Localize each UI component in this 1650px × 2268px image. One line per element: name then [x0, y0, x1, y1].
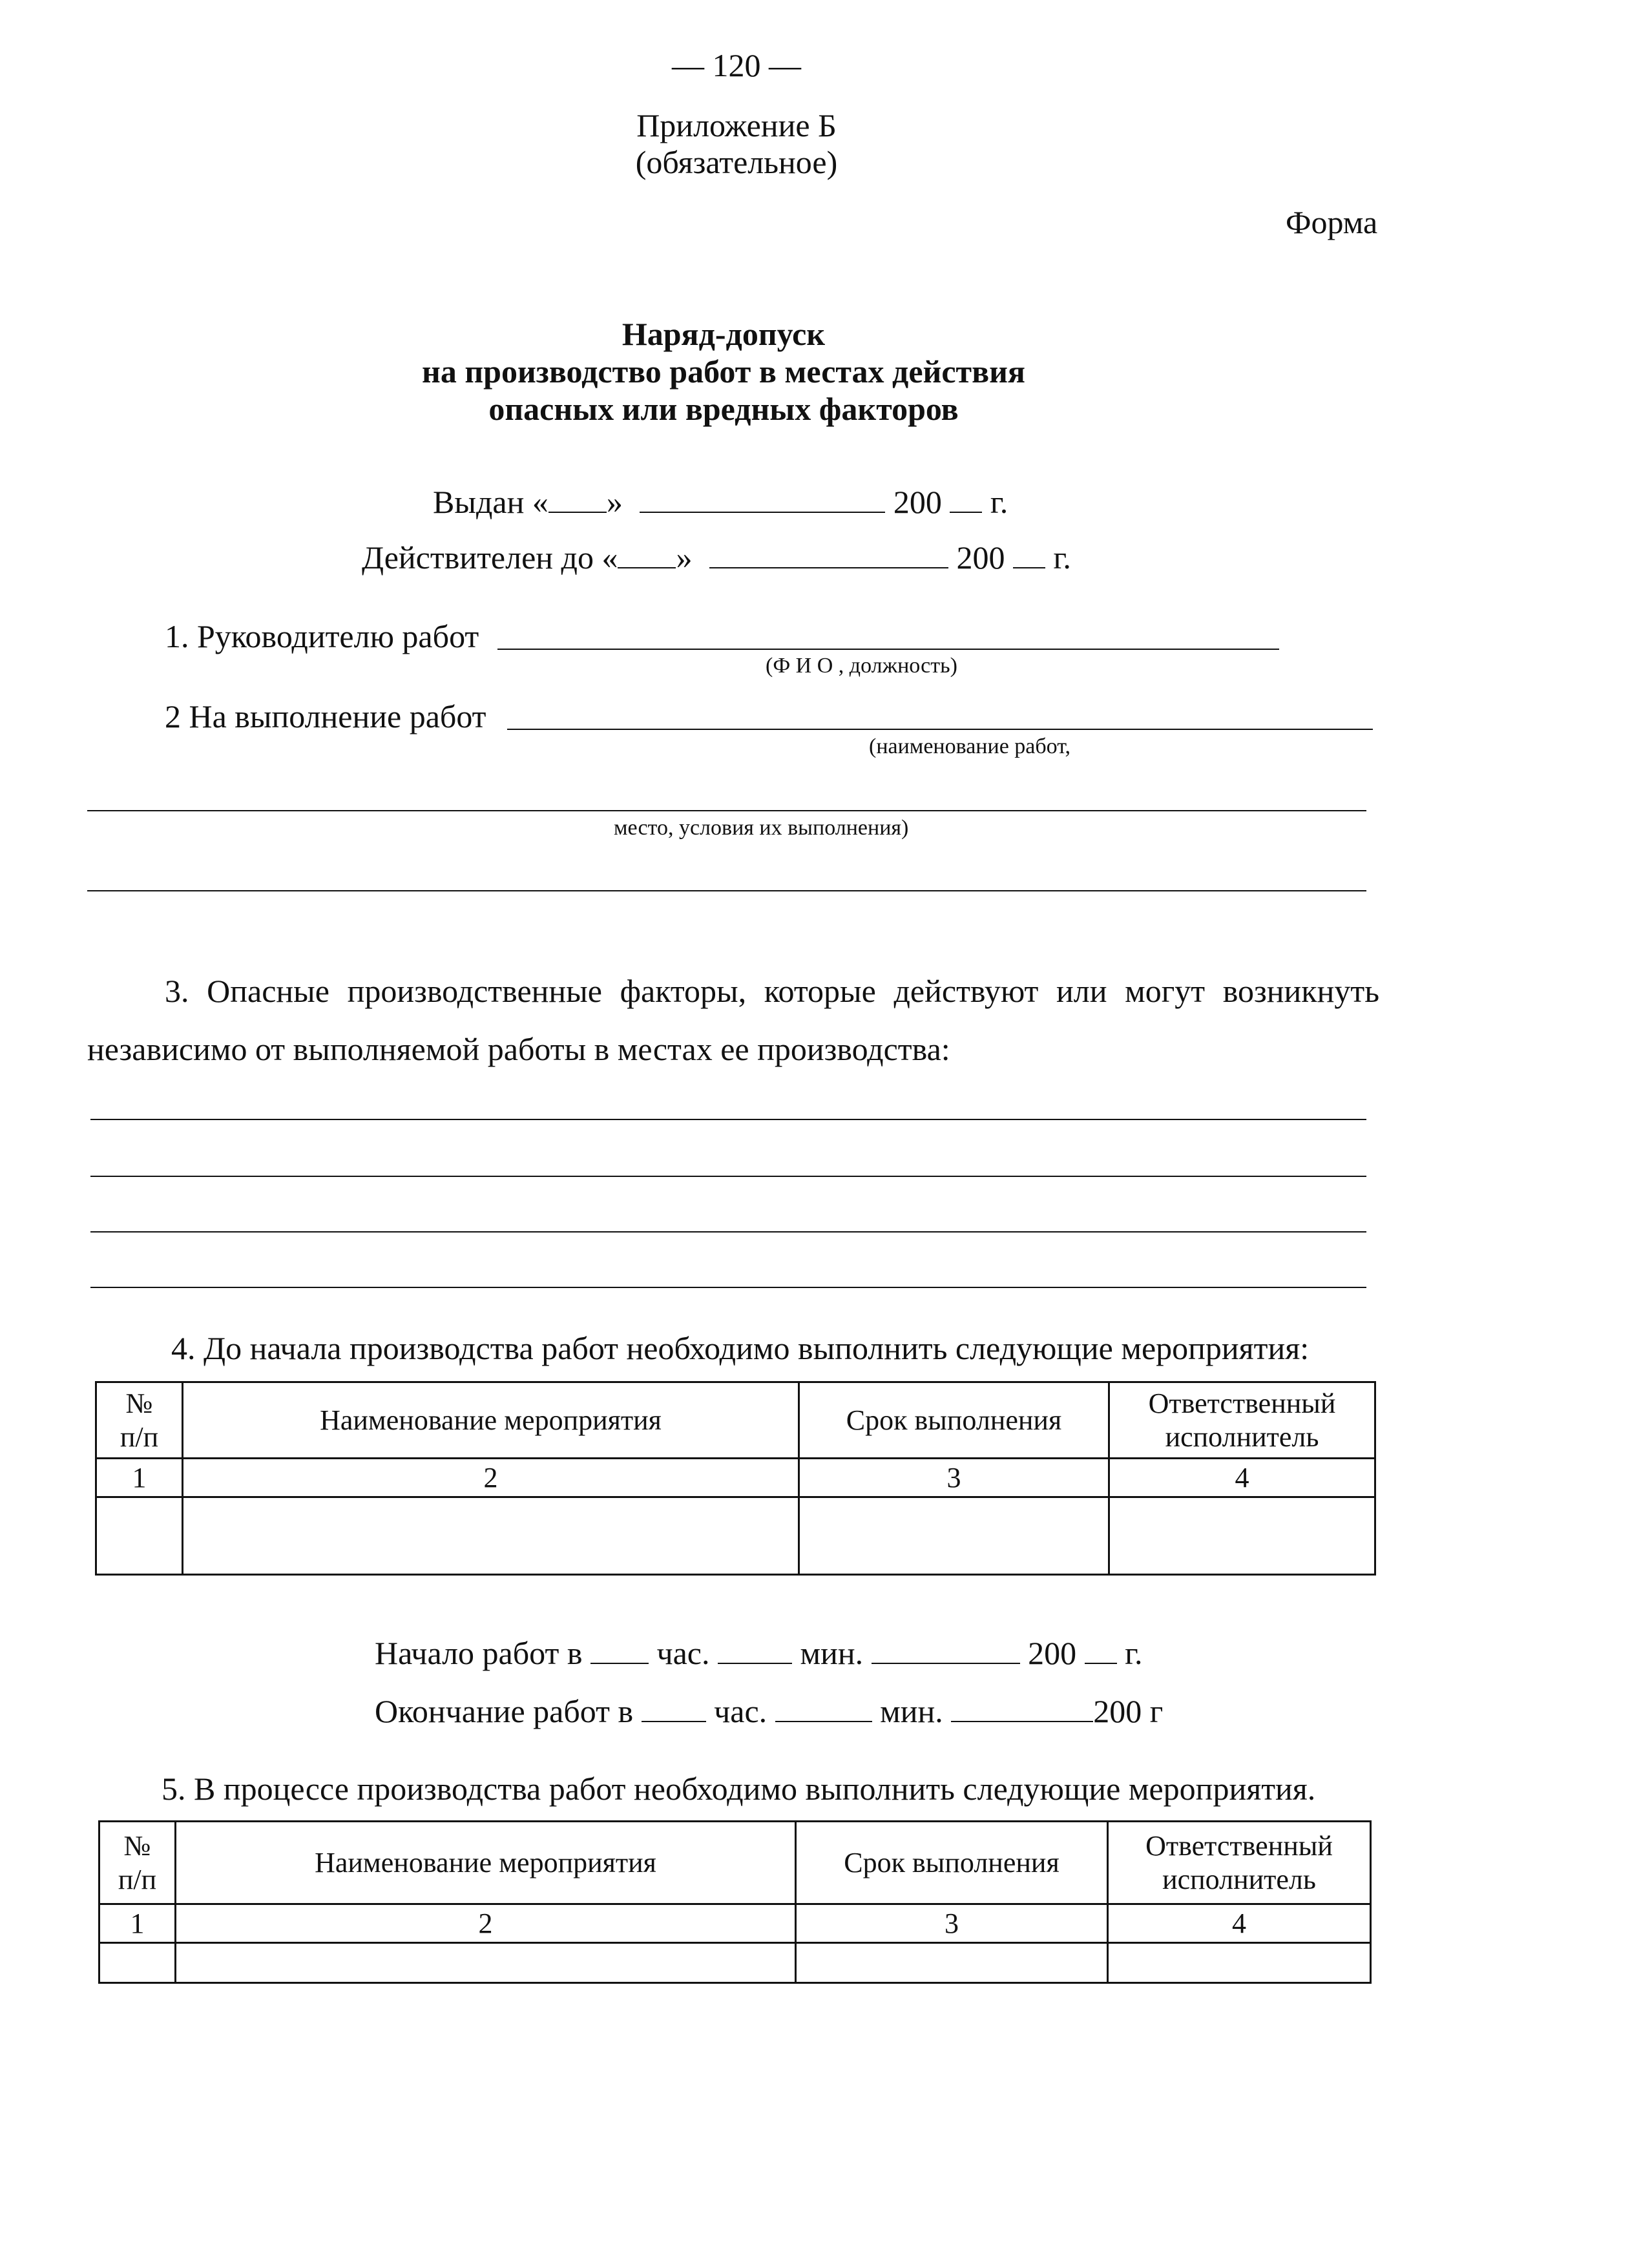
table-5-col-number-1: 1: [99, 1904, 176, 1943]
issued-day-field[interactable]: [548, 486, 607, 513]
table-4-header-responsible: Ответственный исполнитель: [1109, 1382, 1375, 1459]
item3-text-line1: 3. Опасные производственные факторы, которые действуют или могут возникнуть: [165, 973, 1379, 1009]
table-4-cell-number[interactable]: [96, 1497, 183, 1575]
end-minute-field[interactable]: [775, 1695, 872, 1722]
start-minute-label: мин.: [800, 1635, 864, 1671]
hazard-field-2[interactable]: [90, 1176, 1366, 1177]
issued-year-field[interactable]: [950, 486, 982, 513]
issued-month-field[interactable]: [640, 486, 885, 513]
table-5-empty-row: [99, 1943, 1371, 1983]
page-number: — 120 —: [672, 47, 801, 83]
table-4-header-number: № п/п: [96, 1382, 183, 1459]
end-hour-label: час.: [714, 1693, 768, 1729]
form-label: Форма: [1286, 204, 1378, 240]
issued-date-row: [433, 483, 1008, 521]
table-5-cell-responsible[interactable]: [1108, 1943, 1371, 1983]
item2-label: 2 На выполнение работ: [165, 698, 486, 734]
start-hour-label: час.: [656, 1635, 710, 1671]
manager-name-field[interactable]: [497, 649, 1279, 650]
start-date-field[interactable]: [872, 1637, 1020, 1664]
table-4-header-name: Наименование мероприятия: [183, 1382, 799, 1459]
table-4-cell-name[interactable]: [183, 1497, 799, 1575]
item2-hint-1: (наименование работ,: [869, 734, 1071, 758]
table-5-header-row: [99, 1822, 1371, 1904]
table-5-cell-number[interactable]: [99, 1943, 176, 1983]
issued-year-suffix: г.: [990, 484, 1008, 520]
start-work-label: Начало работ в: [375, 1635, 583, 1671]
hazard-field-3[interactable]: [90, 1231, 1366, 1233]
valid-date-row: [362, 539, 1071, 576]
table-5-header-name: Наименование мероприятия: [176, 1822, 796, 1904]
valid-day-field[interactable]: [618, 541, 676, 568]
table-4-header-term: Срок выполнения: [799, 1382, 1109, 1459]
item1-label: 1. Руководителю работ: [165, 618, 479, 654]
table-4-cell-term[interactable]: [799, 1497, 1109, 1575]
start-year-prefix: 200: [1028, 1635, 1077, 1671]
valid-month-field[interactable]: [709, 541, 948, 568]
table-4-col-number-1: 1: [96, 1459, 183, 1497]
item5-text: 5. В процессе производства работ необходимо выполнить следующие мероприятия.: [162, 1771, 1316, 1807]
table-5-header-number: № п/п: [99, 1822, 176, 1904]
start-year-suffix: г.: [1125, 1635, 1143, 1671]
item4-text: 4. До начала производства работ необходимо выполнить следующие мероприятия:: [171, 1330, 1310, 1366]
work-place-field-1[interactable]: [87, 810, 1366, 811]
appendix-note: (обязательное): [635, 144, 838, 180]
item3-text-line2: независимо от выполняемой работы в местах ее производства:: [87, 1031, 950, 1067]
valid-label: Действителен до «: [362, 539, 618, 576]
start-minute-field[interactable]: [718, 1637, 792, 1664]
end-year-prefix: 200: [1093, 1693, 1142, 1729]
end-year-suffix: г: [1149, 1693, 1164, 1729]
start-hour-field[interactable]: [590, 1637, 649, 1664]
end-minute-label: мин.: [880, 1693, 943, 1729]
table-5-cell-name[interactable]: [176, 1943, 796, 1983]
table-5-col-number-2: 2: [176, 1904, 796, 1943]
table-4-number-row: [96, 1459, 1375, 1497]
table-5-cell-term[interactable]: [796, 1943, 1108, 1983]
work-place-field-2[interactable]: [87, 890, 1366, 891]
table-5-header-responsible: Ответственный исполнитель: [1108, 1822, 1371, 1904]
end-hour-field[interactable]: [642, 1695, 706, 1722]
valid-year-field[interactable]: [1013, 541, 1045, 568]
document-subtitle-1: на производство работ в местах действия: [422, 353, 1025, 390]
table-4-col-number-4: 4: [1109, 1459, 1375, 1497]
table-4-header-row: [96, 1382, 1375, 1459]
table-5-header-term: Срок выполнения: [796, 1822, 1108, 1904]
work-name-field[interactable]: [507, 729, 1373, 730]
item1-hint: (Ф И О , должность): [766, 654, 957, 678]
hazard-field-1[interactable]: [90, 1119, 1366, 1120]
table-5-col-number-3: 3: [796, 1904, 1108, 1943]
valid-year-suffix: г.: [1053, 539, 1071, 576]
table-5: [98, 1820, 1372, 1984]
start-year-field[interactable]: [1085, 1637, 1117, 1664]
table-5-col-number-4: 4: [1108, 1904, 1371, 1943]
end-work-label: Окончание работ в: [375, 1693, 634, 1729]
issued-close-quote: »: [606, 484, 623, 520]
item2-hint-2: место, условия их выполнения): [614, 816, 909, 840]
issued-label: Выдан «: [433, 484, 548, 520]
table-4-col-number-3: 3: [799, 1459, 1109, 1497]
hazard-field-4[interactable]: [90, 1287, 1366, 1288]
appendix-title: Приложение Б: [636, 107, 837, 143]
valid-year-prefix: 200: [956, 539, 1005, 576]
table-5-number-row: [99, 1904, 1371, 1943]
issued-year-prefix: 200: [893, 484, 942, 520]
document-title: Наряд-допуск: [621, 316, 826, 352]
end-date-field[interactable]: [951, 1695, 1093, 1722]
table-4: [95, 1381, 1376, 1576]
end-work-row: [375, 1692, 1163, 1730]
document-subtitle-2: опасных или вредных факторов: [488, 391, 959, 427]
start-work-row: [375, 1634, 1143, 1672]
table-4-cell-responsible[interactable]: [1109, 1497, 1375, 1575]
table-4-col-number-2: 2: [183, 1459, 799, 1497]
table-4-empty-row: [96, 1497, 1375, 1575]
valid-close-quote: »: [676, 539, 693, 576]
